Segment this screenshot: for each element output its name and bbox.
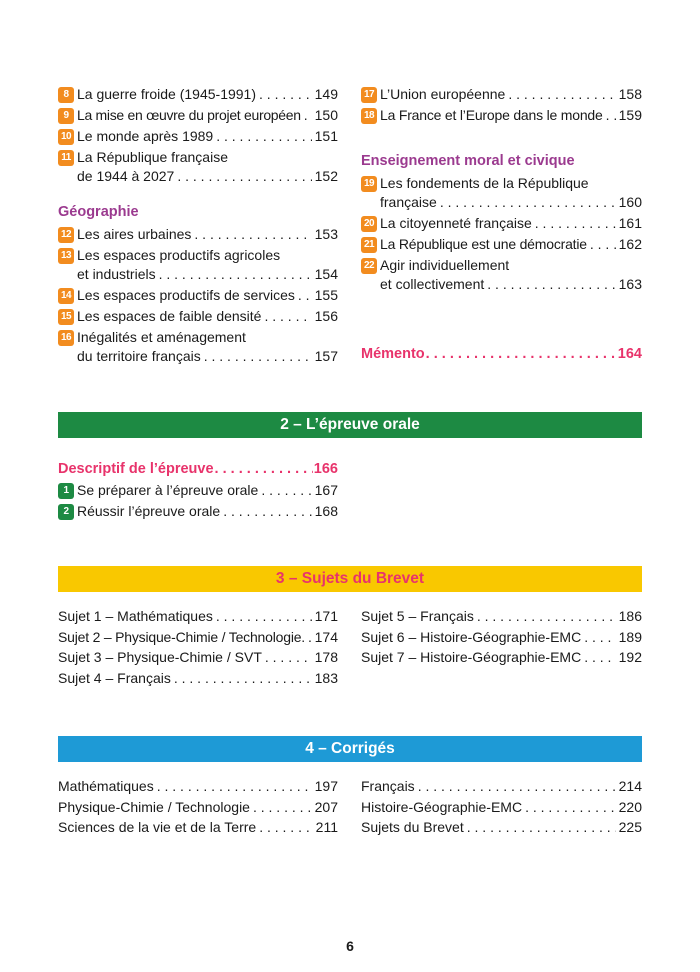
section-band-sujets: 3 – Sujets du Brevet <box>58 566 642 592</box>
entry-title: Sujet 2 – Physique-Chimie / Technologie. <box>58 628 306 645</box>
oral-description-entry[interactable] <box>58 459 338 479</box>
entry-title: La République est une démocratie <box>380 236 587 252</box>
chapter-number-badge: 12 <box>58 227 74 243</box>
toc-entry[interactable] <box>361 628 642 648</box>
toc-entry[interactable] <box>58 818 338 838</box>
entry-title: Le monde après 1989 <box>77 128 214 144</box>
entry-page: 186 <box>618 608 642 624</box>
entry-title: Les aires urbaines <box>77 226 192 242</box>
entry-title: Sujet 7 – Histoire-Géographie-EMC <box>361 649 582 665</box>
toc-entry[interactable] <box>58 307 338 326</box>
chapter-number-badge: 17 <box>361 87 377 103</box>
memento-title: Mémento <box>361 346 425 362</box>
entry-page: 149 <box>314 86 338 102</box>
toc-part3-left <box>58 607 338 689</box>
chapter-number-badge: 15 <box>58 309 74 325</box>
entry-page: 156 <box>314 308 338 324</box>
entry-title-line2: de 1944 à 2027 <box>77 168 175 184</box>
chapter-number-badge: 2 <box>58 504 74 520</box>
entry-title-line2: française <box>380 194 437 210</box>
toc-entry[interactable] <box>58 628 338 648</box>
chapter-number-badge: 9 <box>58 108 74 124</box>
entry-page: 152 <box>314 168 338 184</box>
entry-page: 153 <box>314 226 338 242</box>
entry-page: 211 <box>315 819 338 835</box>
toc-entry[interactable] <box>361 106 642 125</box>
section-heading-geographie: Géographie <box>58 204 139 220</box>
entry-page: 159 <box>618 107 642 123</box>
entry-title: Sujet 6 – Histoire-Géographie-EMC <box>361 628 582 645</box>
entry-title: Sciences de la vie et de la Terre <box>58 819 257 835</box>
toc-part2 <box>58 459 338 523</box>
chapter-number-badge: 11 <box>58 150 74 166</box>
toc-entry[interactable] <box>58 481 338 500</box>
toc-entry[interactable] <box>58 127 338 146</box>
entry-page: 158 <box>618 86 642 102</box>
toc-entry[interactable] <box>361 256 642 294</box>
entry-page: 183 <box>314 669 338 686</box>
toc-entry[interactable] <box>361 777 642 797</box>
oral-description-title: Descriptif de l’épreuve <box>58 461 214 477</box>
entry-page: 174 <box>314 628 338 645</box>
toc-entry[interactable] <box>361 235 642 254</box>
chapter-number-badge: 13 <box>58 248 74 264</box>
entry-title: Les espaces de faible densité <box>77 308 262 324</box>
entry-page: 162 <box>618 236 642 252</box>
toc-entry[interactable] <box>58 246 338 284</box>
entry-page: 151 <box>314 128 338 144</box>
entry-title: La citoyenneté française <box>380 215 532 231</box>
toc-entry[interactable] <box>58 148 338 186</box>
toc-entry[interactable] <box>361 174 642 212</box>
entry-title: Sujet 3 – Physique-Chimie / SVT <box>58 649 262 665</box>
entry-page: 154 <box>314 266 338 282</box>
entry-page: 220 <box>618 798 642 815</box>
toc-entry[interactable] <box>58 106 338 125</box>
entry-title: Sujet 4 – Français <box>58 669 171 686</box>
toc-entry[interactable] <box>361 607 642 627</box>
entry-title: Sujet 5 – Français <box>361 608 474 624</box>
chapter-number-badge: 21 <box>361 237 377 253</box>
entry-title: Mathématiques <box>58 778 154 794</box>
chapter-number-badge: 14 <box>58 288 74 304</box>
toc-entry[interactable] <box>58 502 338 521</box>
memento-page: 164 <box>617 346 642 362</box>
entry-title: L’Union européenne <box>380 86 506 102</box>
entry-page: 150 <box>314 107 338 123</box>
entry-title-line2: du territoire français <box>77 348 201 364</box>
entry-page: 192 <box>618 649 642 665</box>
entry-title: Sujets du Brevet <box>361 819 464 835</box>
toc-entry[interactable] <box>361 818 642 838</box>
toc-entry[interactable] <box>361 648 642 668</box>
chapter-number-badge: 18 <box>361 108 377 124</box>
entry-page: 189 <box>618 628 642 645</box>
toc-entry[interactable] <box>361 85 642 104</box>
toc-part1-right <box>361 85 642 362</box>
oral-description-page: 166 <box>313 461 338 477</box>
section-band-corriges: 4 – Corrigés <box>58 736 642 762</box>
toc-entry[interactable] <box>58 225 338 244</box>
section-heading-emc: Enseignement moral et civique <box>361 153 575 169</box>
toc-entry[interactable] <box>361 214 642 233</box>
toc-entry[interactable] <box>58 798 338 818</box>
entry-title-line1: Les fondements de la République <box>380 175 589 191</box>
toc-part4-right <box>361 777 642 839</box>
entry-title: Se préparer à l’épreuve orale <box>77 482 259 498</box>
entry-title-line1: La République française <box>77 149 228 165</box>
entry-title: Français <box>361 778 415 794</box>
entry-page: 155 <box>314 287 338 303</box>
entry-title-line1: Inégalités et aménagement <box>77 329 246 345</box>
toc-part3-right <box>361 607 642 669</box>
toc-entry[interactable] <box>58 669 338 689</box>
chapter-number-badge: 10 <box>58 129 74 145</box>
toc-entry[interactable] <box>58 648 338 668</box>
section-band-oral: 2 – L’épreuve orale <box>58 412 642 438</box>
entry-title-line2: et collectivement <box>380 276 485 292</box>
chapter-number-badge: 20 <box>361 216 377 232</box>
entry-title: Réussir l’épreuve orale <box>77 503 221 519</box>
chapter-number-badge: 1 <box>58 483 74 499</box>
entry-page: 167 <box>314 482 338 498</box>
entry-title: La France et l’Europe dans le monde <box>380 107 603 123</box>
toc-entry[interactable] <box>361 798 642 818</box>
entry-page: 163 <box>618 276 642 292</box>
chapter-number-badge: 8 <box>58 87 74 103</box>
chapter-number-badge: 16 <box>58 330 74 346</box>
toc-part1-left <box>58 85 338 368</box>
entry-title: La guerre froide (1945-1991) <box>77 86 257 102</box>
toc-entry[interactable] <box>58 607 338 627</box>
entry-page: 157 <box>314 348 338 364</box>
entry-title: Physique-Chimie / Technologie <box>58 798 250 815</box>
entry-title-line2: et industriels <box>77 266 156 282</box>
entry-page: 161 <box>618 215 642 231</box>
toc-entry[interactable] <box>58 85 338 104</box>
entry-title: La mise en œuvre du projet européen <box>77 107 301 123</box>
entry-page: 178 <box>314 649 338 665</box>
entry-title: Les espaces productifs de services <box>77 287 295 303</box>
entry-page: 171 <box>314 608 338 624</box>
chapter-number-badge: 19 <box>361 176 377 192</box>
page-number: 6 <box>346 938 354 954</box>
entry-page: 214 <box>618 778 642 794</box>
chapter-number-badge: 22 <box>361 258 377 274</box>
entry-title: Histoire-Géographie-EMC <box>361 798 523 815</box>
entry-page: 207 <box>314 798 338 815</box>
toc-entry[interactable] <box>58 777 338 797</box>
toc-entry[interactable] <box>58 328 338 366</box>
entry-page: 225 <box>618 819 642 835</box>
entry-page: 168 <box>314 503 338 519</box>
entry-title-line1: Agir individuellement <box>380 257 510 273</box>
entry-title-line1: Les espaces productifs agricoles <box>77 247 281 263</box>
entry-page: 160 <box>618 194 642 210</box>
memento-entry[interactable] <box>361 346 642 362</box>
entry-title: Sujet 1 – Mathématiques <box>58 608 213 624</box>
toc-entry[interactable] <box>58 286 338 305</box>
toc-part4-left <box>58 777 338 839</box>
entry-page: 197 <box>314 778 338 794</box>
